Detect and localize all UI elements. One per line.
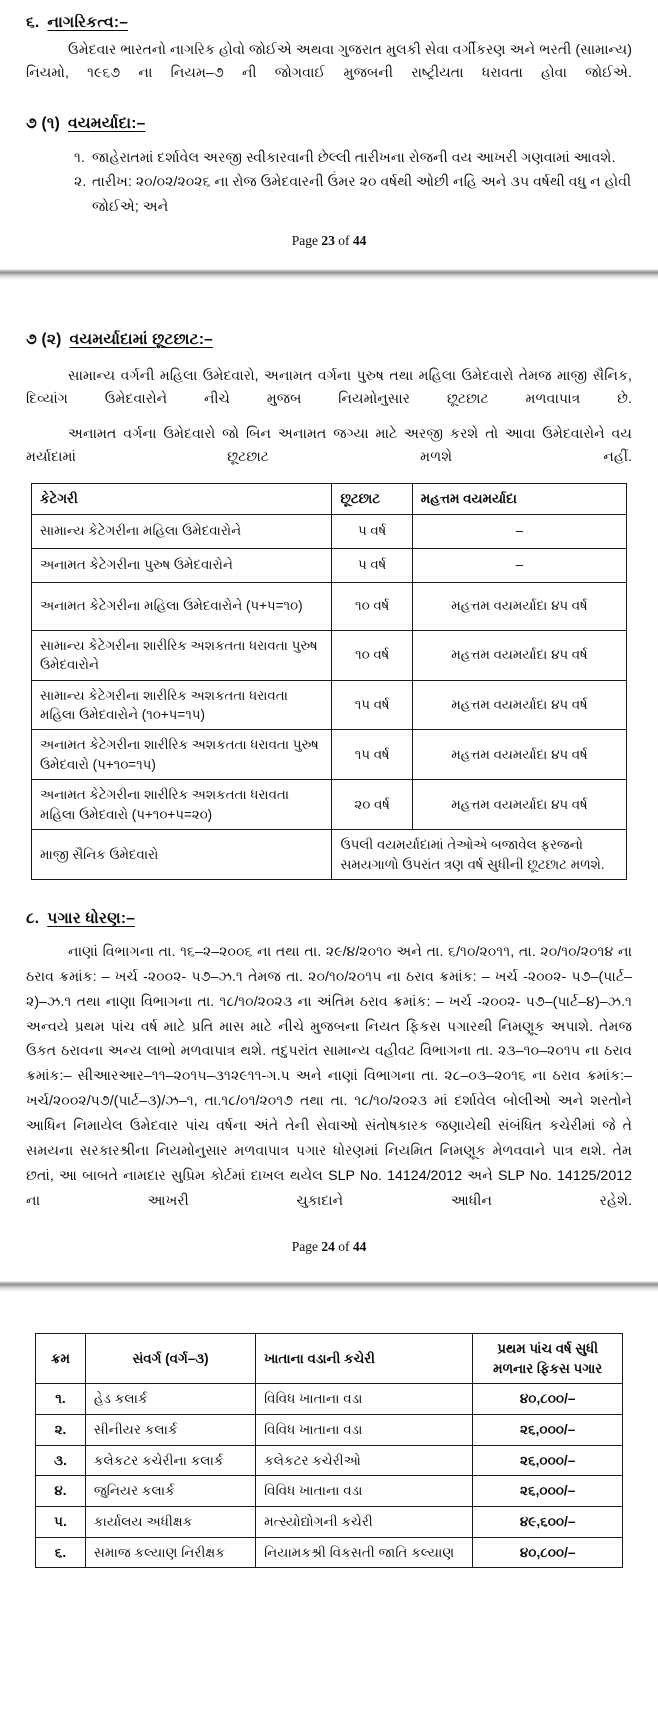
pay-table-wrapper [26,1333,632,1568]
age-limit-list [26,146,632,219]
list-item [26,170,632,219]
cell-relaxation: ૧પ વર્ષ [332,680,412,730]
footer-prefix: Page [291,1239,318,1255]
pay-scale-paragraph: નાણાં વિભાગના તા. ૧૬–૨–૨૦૦૬ ના તથા તા. ૨૯/૪/૨૦૧૦ અને તા. ૬/૧૦/૨૦૧૧, તા. ૨૦/૧૦/૨૦૧૪ ના ઠરાવ ક્રમાંક: – ખર્ચ -૨૦૦૨- પ૭–ઝ.૧ તેમજ તા. ૨૦/૧૦/૨૦૧૫ ના ઠરાવ ક્રમાંક: – ખર્ચ -૨૦૦૨- પ૭–(પાર્ટ–૨)–ઝ.૧ તથા નાણા વિભાગના તા. ૧૮/૧૦/૨૦૨૩ ના અંતિમ ઠરાવ ક્રમાંક: – ખર્ચ -૨૦૦૨- પ૭–(પાર્ટ–૪)–ઝ.૧ અન્વયે પ્રથમ પાંચ વર્ષ માટે પ્રતિ માસ માટે નીચે મુજબના નિયત ફિકસ પગારથી નિમણૂક અપાશે. તેમજ ઉકત ઠરાવના અન્ય લાભો મળવાપાત્ર થશે. તદુપરાંત સામાન્ય વહીવટ વિભાગના તા. ૨૩–૧૦–૨૦૧૫ ના ઠરાવ ક્રમાંક:– સીઆરઆર–૧૧–૨૦૧૫–૩૧૨૯૧૧-ગ.પ અને નાણાં વિભાગના તા. ૨૮–૦૩–૨૦૧૬ ના ઠરાવ ક્રમાંક:– ખર્ચ/૨૦૦૨/પ૭/(પાર્ટ–૩)/ઝ–૧, તા.૧૮/૦૧/૨૦૧૭ તથા તા. ૧૮/૧૦/૨૦૨૩ માં દર્શાવેલ બોલીઓ અને શરતોને આધિન નિમાયેલ ઉમેદવાર પાંચ વર્ષના અંતે તેની સેવાઓ સંતોષકારક જણાયેથી સંબંધિત કચેરીમાં જે તે સમયના સરકારશ્રીના નિયમોનુસાર મળવાપાત્ર પગાર ધોરણમાં નિયમિત નિમણૂક મેળવવાને પાત્ર થશે. તેમ છતાં, આ બાબતે નામદાર સુપ્રિમ કોર્ટમાં દાખલ થયેલ SLP No. 14124/2012 અને SLP No. 14125/2012 ના આખરી ચુકાદાને આધીન રહેશે. [26,944,632,1209]
cell-max-age: મહત્તમ વયમર્યાદા ૪પ વર્ષ [412,780,626,830]
cell-category: સામાન્ય કેટેગરીના શારીરિક અશકતતા ધરાવતા પુરુષ ઉમેદવારોને [32,630,332,680]
footer-page-number: 23 [321,233,335,249]
cell-cadre: જુનિયર કલાર્ક [85,1476,255,1507]
page-24 [0,285,658,1275]
cell-fixed-pay: ૪૯,૬૦૦/– [473,1507,623,1538]
cell-category: અનામત કેટેગરીના શારીરિક અશકતતા ધરાવતા પુરુષ ઉમેદવારો (પ+૧૦=૧પ) [32,730,332,780]
section-heading-pay-scale [26,910,632,928]
cell-max-age: મહત્તમ વયમર્યાદા ૪પ વર્ષ [412,630,626,680]
section-title: વયમર્યાદા:– [68,115,146,132]
table-row [36,1445,623,1476]
column-header-fixed-pay [473,1334,623,1384]
cell-office: નિયામકશ્રી વિકસતી જાતિ કલ્યાણ [256,1537,473,1568]
cell-serial: ૨. [36,1414,86,1445]
cell-relaxation: પ વર્ષ [332,548,412,582]
cell-category: અનામત કેટેગરીના પુરુષ ઉમેદવારોને [32,548,332,582]
cell-office: મત્સ્યોદ્યોગની કચેરી [256,1507,473,1538]
section-heading-citizenship [26,14,632,32]
cell-cadre: સમાજ કલ્યાણ નિરીક્ષક [85,1537,255,1568]
footer-page-number: 24 [321,1239,335,1255]
cell-fixed-pay: ૨૬,૦૦૦/– [473,1445,623,1476]
column-header-relaxation: છૂટછાટ [332,484,412,514]
cell-category: અનામત કેટેગરીના શારીરિક અશકતતા ધરાવતા મહિલા ઉમેદવારો (પ+૧૦+પ=૨૦) [32,780,332,830]
list-text: તારીખ: ૨૦/૦૨/૨૦૨૬ ના રોજ ઉમેદવારની ઉંમર ૨૦ વર્ષથી ઓછી નહિ અને ૩૫ વર્ષથી વધુ ન હોવી જોઈએ; અને [92,174,632,215]
table-header-row [32,484,627,514]
cell-cadre: હેડ કલાર્ક [85,1384,255,1415]
table-row [32,730,627,780]
fixed-pay-header-line-1: પ્રથમ પાંચ વર્ષ સુધી [497,1341,599,1357]
table-row [32,780,627,830]
list-item [26,146,632,170]
cell-office: કલેકટર કચેરીઓ [256,1445,473,1476]
list-text: જાહેરાતમાં દર્શાવેલ અરજી સ્વીકારવાની છેલ્લી તારીખના રોજની વય આખરી ગણવામાં આવશે. [92,150,616,166]
cell-serial: પ. [36,1507,86,1538]
section-heading-age-limit [26,115,632,133]
cell-category: માજી સૈનિક ઉમેદવારો [32,830,332,880]
table-row-ex-servicemen [32,830,627,880]
cell-relaxation: ૧૦ વર્ષ [332,582,412,630]
cell-category: સામાન્ય કેટેગરીના મહિલા ઉમેદવારોને [32,514,332,548]
cell-serial: ૧. [36,1384,86,1415]
cell-ex-servicemen-note: ઉપલી વયમર્યાદામાં તેઓએ બજાવેલ ફરજનો સમયગાળો ઉપરાંત ત્રણ વર્ષ સુધીની છૂટછાટ મળશે. [332,830,627,880]
section-title: વયમર્યાદામાં છૂટછાટ:– [69,331,213,349]
cell-category: અનામત કેટેગરીના મહિલા ઉમેદવારોને (પ+પ=૧૦) [32,582,332,630]
cell-fixed-pay: ૨૬,૦૦૦/– [473,1414,623,1445]
section-title: પગાર ધોરણ:– [47,910,136,928]
cell-max-age: મહત્તમ વયમર્યાદા ૪પ વર્ષ [412,582,626,630]
cell-relaxation: ૨૦ વર્ષ [332,780,412,830]
relaxation-paragraph-2: અનામત વર્ગના ઉમેદવારો જો બિન અનામત જગ્યા માટે અરજી કરશે તો આવા ઉમેદવારોને વય મર્યાદામાં છૂટછાટ મળશે નહીં. [26,426,632,466]
table-row [36,1384,623,1415]
cell-relaxation: ૧૦ વર્ષ [332,630,412,680]
footer-middle: of [338,1239,350,1255]
cell-office: વિવિધ ખાતાના વડા [256,1414,473,1445]
section-heading-age-relaxation [26,331,632,349]
page-separator-band [0,263,658,285]
cell-fixed-pay: ૪૦,૮૦૦/– [473,1384,623,1415]
footer-total-pages: 44 [352,1239,367,1255]
table-row [32,514,627,548]
list-marker: ૨. [74,174,87,191]
footer-prefix: Page [291,233,318,249]
section-number: ૭ (૧) [26,115,60,132]
table-row [36,1507,623,1538]
page-23 [0,0,658,263]
column-header-max-age: મહત્તમ વયમર્યાદા [412,484,626,514]
table-header-row [36,1334,623,1384]
fixed-pay-table [35,1333,623,1568]
page-separator-band-2 [0,1275,658,1297]
table-row [32,548,627,582]
cell-category: સામાન્ય કેટેગરીના શારીરિક અશકતતા ધરાવતા મહિલા ઉમેદવારોને (૧૦+પ=૧પ) [32,680,332,730]
cell-relaxation: ૧પ વર્ષ [332,730,412,780]
list-marker: ૧. [74,150,85,166]
cell-cadre: કલેકટર કચેરીના કલાર્ક [85,1445,255,1476]
table-row [36,1414,623,1445]
cell-office: વિવિધ ખાતાના વડા [256,1476,473,1507]
cell-cadre: સીનીયર કલાર્ક [85,1414,255,1445]
cell-max-age: મહત્તમ વયમર્યાદા ૪પ વર્ષ [412,730,626,780]
cell-serial: ૪. [36,1476,86,1507]
cell-max-age: – [412,514,626,548]
cell-fixed-pay: ૪૦,૮૦૦/– [473,1537,623,1568]
footer-total-pages: 44 [352,233,367,249]
column-header-cadre: સંવર્ગ (વર્ગ–૩) [85,1334,255,1384]
section-number: ૬. [26,14,40,31]
citizenship-paragraph: ઉમેદવાર ભારતનો નાગરિક હોવો જોઈએ અથવા ગુજરાત મુલકી સેવા વર્ગીકરણ અને ભરતી (સામાન્ય) નિયમો, ૧૯૬૭ ના નિયમ–૭ ની જોગવાઈ મુજબની રાષ્ટ્રીયતા ધરાવતા હોવા જોઈએ. [26,42,632,81]
age-relaxation-table [31,483,627,880]
footer-middle: of [338,233,350,249]
cell-max-age: – [412,548,626,582]
cell-cadre: કાર્યાલય અધીક્ષક [85,1507,255,1538]
section-number: ૮. [26,910,40,928]
fixed-pay-header-line-2: મળનાર ફિકસ પગાર [493,1360,603,1376]
cell-relaxation: પ વર્ષ [332,514,412,548]
cell-office: વિવિધ ખાતાના વડા [256,1384,473,1415]
cell-max-age: મહત્તમ વયમર્યાદા ૪પ વર્ષ [412,680,626,730]
page-footer-23 [26,233,632,249]
cell-fixed-pay: ૨૬,૦૦૦/– [473,1476,623,1507]
table-row [32,630,627,680]
column-header-serial: ક્રમ [36,1334,86,1384]
page-footer-24 [26,1239,632,1255]
age-relaxation-table-wrapper [26,483,632,880]
section-title: નાગરિકત્વ:– [47,14,129,31]
cell-serial: ૬. [36,1537,86,1568]
table-row [36,1537,623,1568]
cell-serial: ૩. [36,1445,86,1476]
page-25 [0,1297,658,1568]
table-row [32,680,627,730]
section-number: ૭ (૨) [26,331,62,349]
column-header-category: કેટેગરી [32,484,332,514]
table-row [32,582,627,630]
column-header-office: ખાતાના વડાની કચેરી [256,1334,473,1384]
relaxation-paragraph-1: સામાન્ય વર્ગની મહિલા ઉમેદવારો, અનામત વર્ગના પુરુષ તથા મહિલા ઉમેદવારો તેમજ માજી સૈનિક, દિવ્યાંગ ઉમેદવારોને નીચે મુજબ નિયમોનુસાર છૂટછાટ મળવાપાત્ર છે. [26,368,632,408]
table-row [36,1476,623,1507]
